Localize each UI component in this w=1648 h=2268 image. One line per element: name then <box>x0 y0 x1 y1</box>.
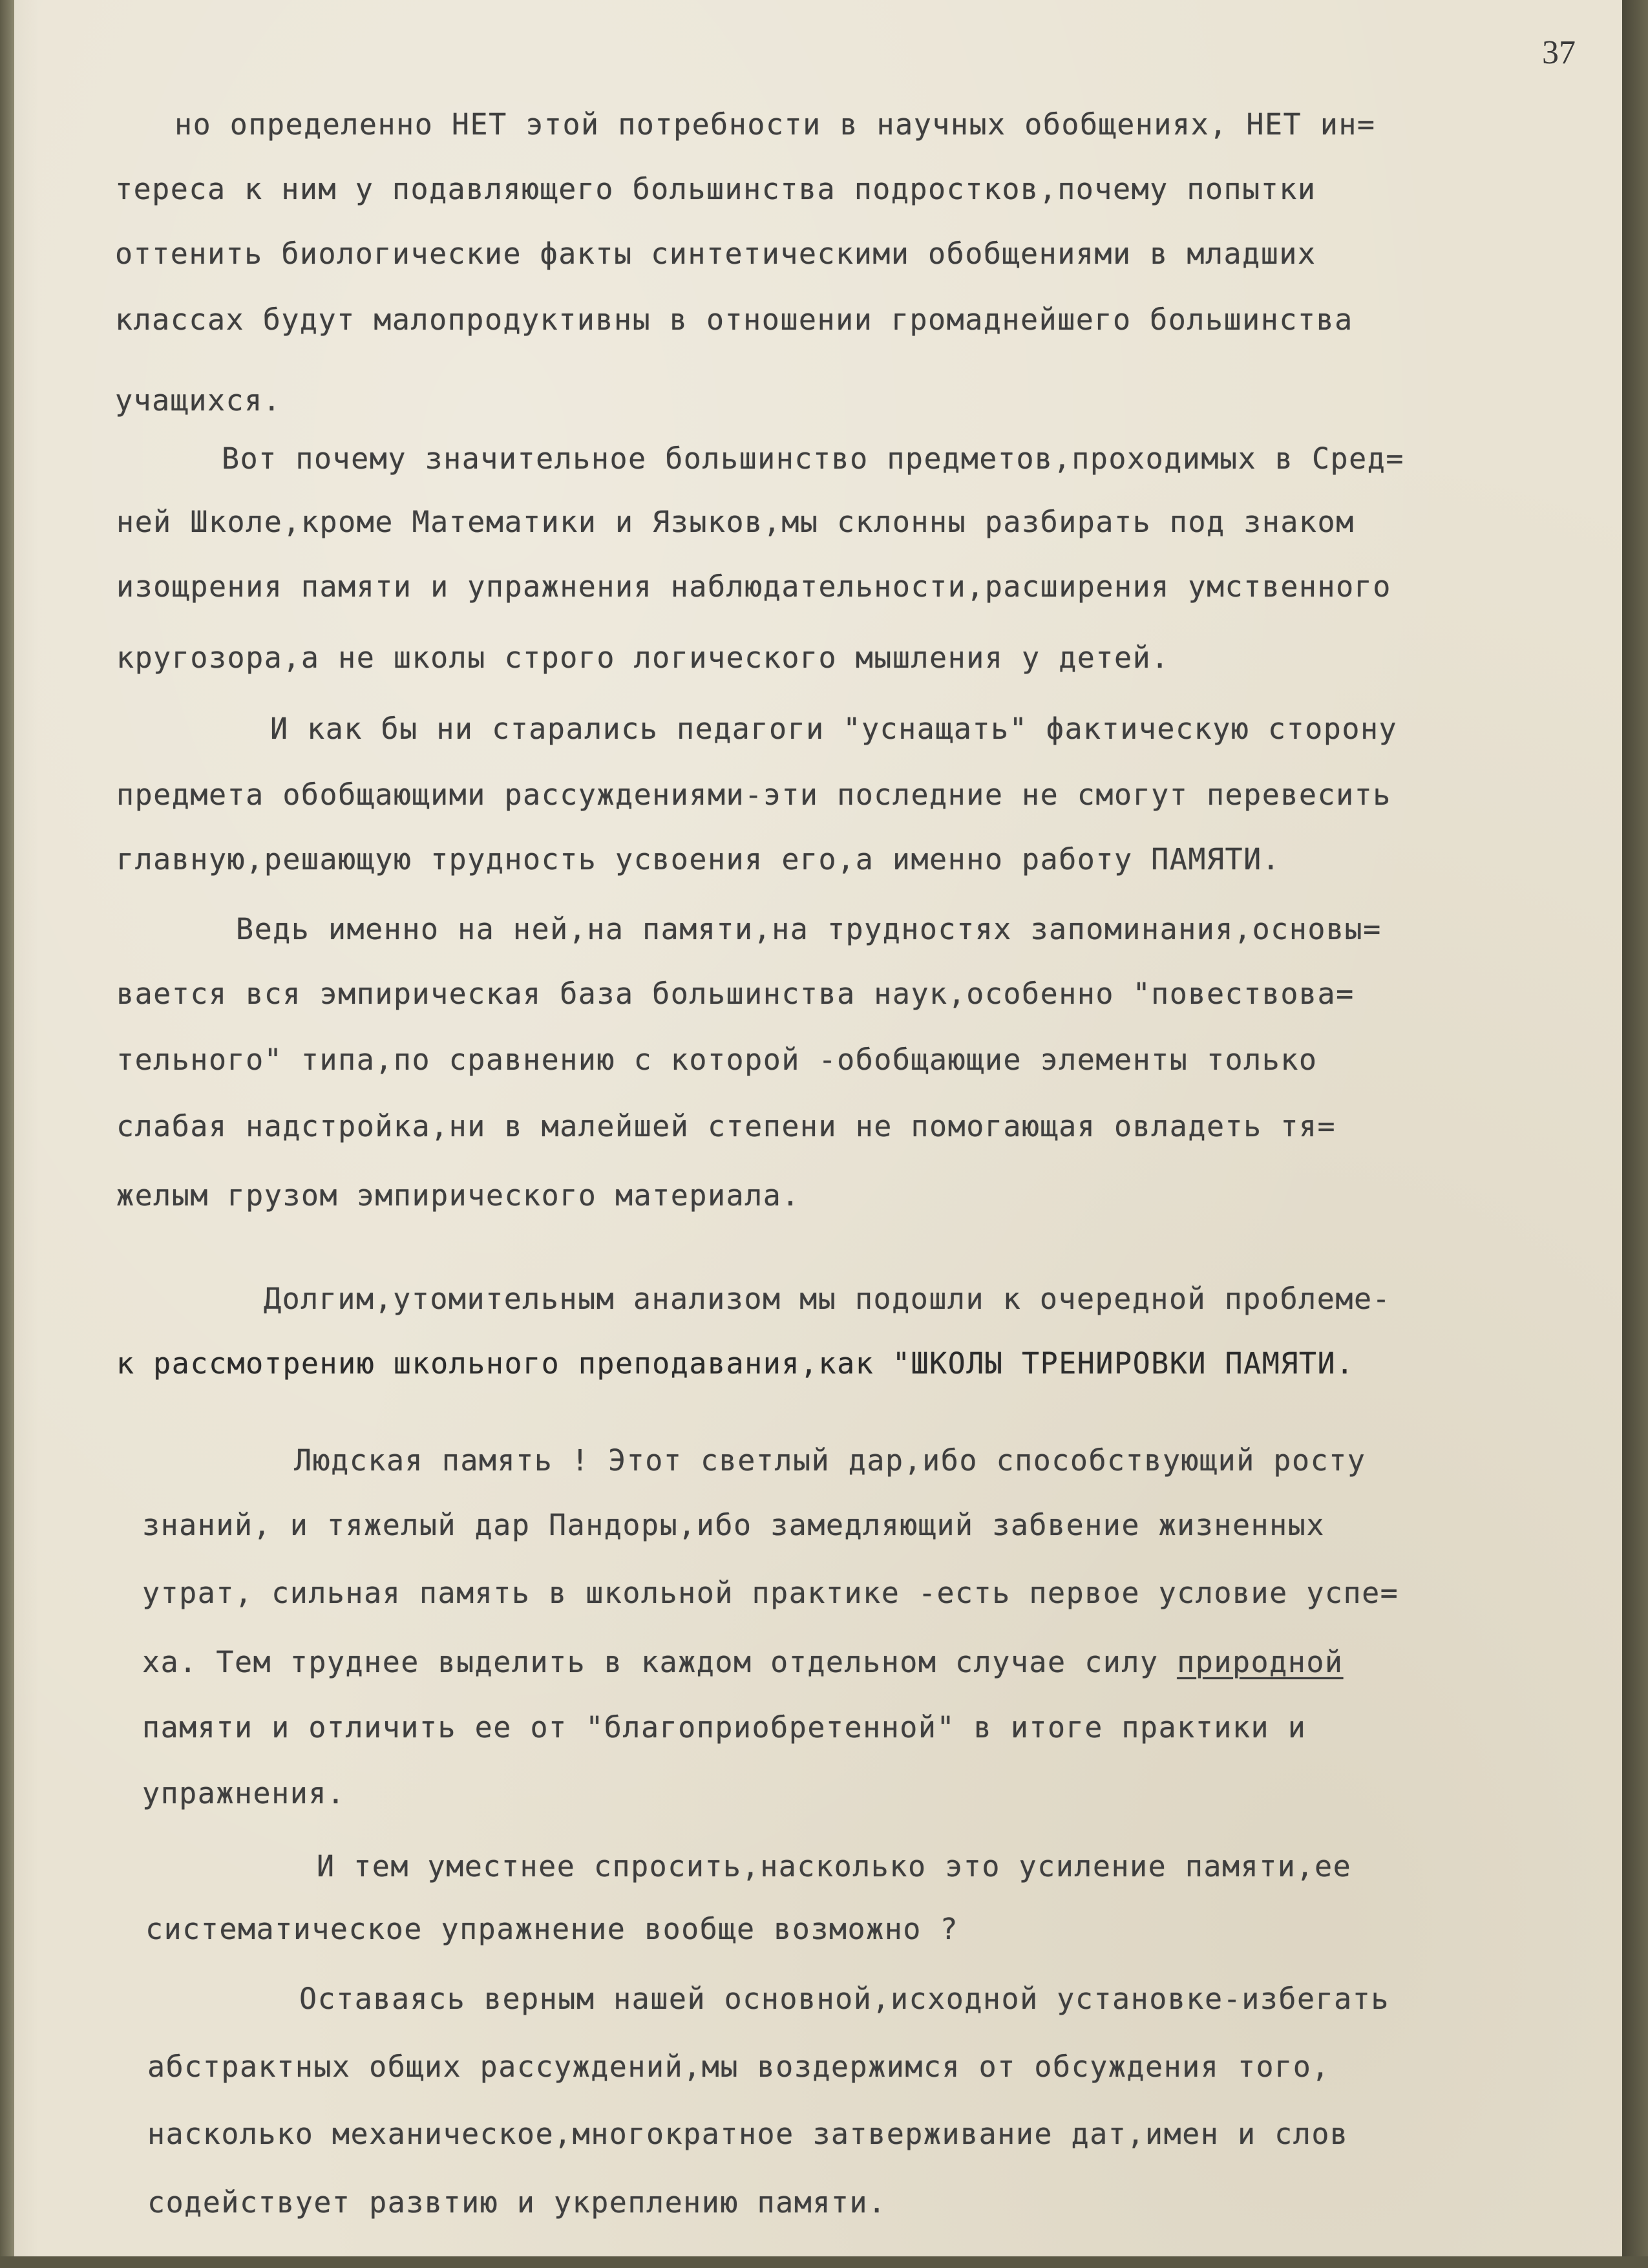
text-line <box>142 1643 1344 1682</box>
text-line: изощрения памяти и упражнения наблюдательности,расширения умственного <box>116 569 1391 604</box>
text-line: тельного" типа,по сравнению с которой -обобщающие элементы только <box>116 1043 1318 1077</box>
text-line: насколько механическое,многократное затверживание дат,имен и слов <box>147 2117 1349 2151</box>
page-number: 37 <box>1542 34 1576 71</box>
text-line: содействует развтию и укреплению памяти. <box>147 2185 887 2220</box>
text-line: И тем уместнее спросить,насколько это усиление памяти,ее <box>317 1849 1352 1883</box>
text-line: Людская память ! Этот светлый дар,ибо способствующий росту <box>294 1443 1366 1478</box>
text-line: упражнения. <box>142 1776 346 1810</box>
text-line: Долгим,утомительным анализом мы подошли к очередной проблеме- <box>264 1282 1391 1316</box>
text-line: ней Школе,кроме Математики и Языков,мы склонны разбирать под знаком <box>116 505 1355 539</box>
text-line: слабая надстройка,ни в малейшей степени не помогающая овладеть тя= <box>116 1109 1336 1143</box>
text-line: главную,решающую трудность усвоения его,а именно работу ПАМЯТИ. <box>116 842 1281 876</box>
text-line: оттенить биологические факты синтетическими обобщениями в младших <box>115 237 1316 271</box>
text-line: учащихся. <box>115 383 282 418</box>
text-line: вается вся эмпирическая база большинства наук,особенно "повествова= <box>116 977 1355 1011</box>
text-line: предмета обобщающими рассуждениями-эти последние не смогут перевесить <box>116 778 1391 812</box>
text-line: но определенно НЕТ этой потребности в научных обобщениях, НЕТ ин= <box>174 107 1376 142</box>
text-line: Оставаясь верным нашей основной,исходной установке-избегать <box>299 1982 1389 2016</box>
text-line: абстрактных общих рассуждений,мы воздержимся от обсуждения того, <box>147 2050 1330 2084</box>
text-line: памяти и отличить ее от "благоприобретенной" в итоге практики и <box>142 1710 1307 1744</box>
text-line: желым грузом эмпирического материала. <box>116 1178 800 1213</box>
text-line: к рассмотрению школьного преподавания,как "ШКОЛЫ ТРЕНИРОВКИ ПАМЯТИ. <box>116 1346 1355 1381</box>
text-line: кругозора,а не школы строго логического мышления у детей. <box>116 641 1170 675</box>
text-line: знаний, и тяжелый дар Пандоры,ибо замедляющий забвение жизненных <box>142 1508 1325 1542</box>
text-line: И как бы ни старались педагоги "уснащать" фактическую сторону <box>270 712 1398 746</box>
text-line-part: ха. Тем труднее выделить в каждом отдельном случае силу <box>142 1645 1178 1679</box>
text-line: Ведь именно на ней,на памяти,на трудностях запоминания,основы= <box>236 912 1382 946</box>
text-line: тереса к ним у подавляющего большинства подростков,почему попытки <box>115 172 1316 206</box>
text-line: утрат, сильная память в школьной практике -есть первое условие успе= <box>142 1576 1399 1610</box>
underlined-word: природной <box>1177 1645 1344 1679</box>
text-line: систематическое упражнение вообще возможно ? <box>145 1912 959 1946</box>
text-line: Вот почему значительное большинство предметов,проходимых в Сред= <box>222 441 1404 476</box>
text-line: классах будут малопродуктивны в отношении громаднейшего большинства <box>115 302 1353 337</box>
